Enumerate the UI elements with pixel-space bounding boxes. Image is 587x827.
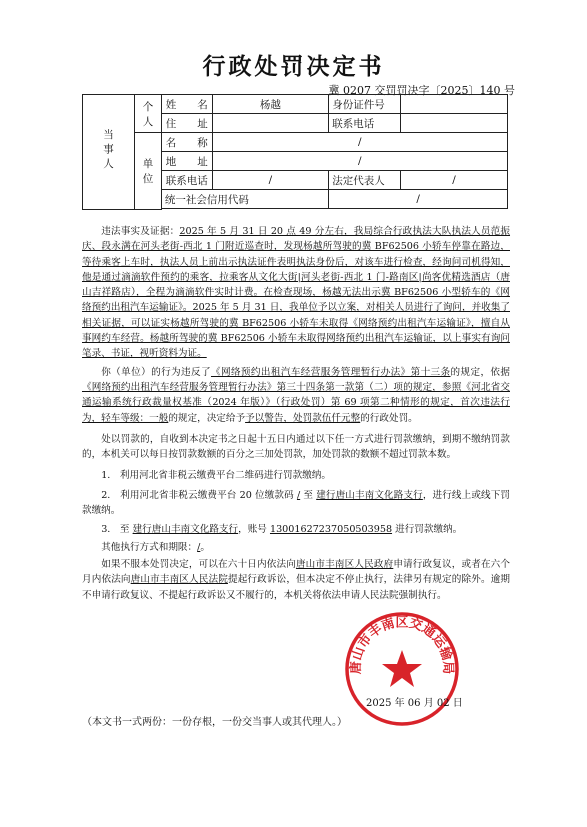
document-body [82, 224, 510, 603]
fine-paragraph: 处以罚款的，自收到本决定书之日起十五日内通过以下任一方式进行罚款缴纳，到期不缴纳罚款的，本机关可以每日按罚款数额的百分之三加处罚款，加处罚款的数额不超过罚款本数。 [82, 433, 510, 461]
pay2-code: / [296, 489, 301, 501]
issue-date: 2025 年 06 月 02 日 [366, 698, 463, 709]
payment-method-2 [82, 488, 510, 519]
pay2-text-c: 至 [303, 489, 314, 501]
pay2-bank: 建行唐山丰南文化路支行 [316, 489, 423, 501]
decision-text-4: 的行政处罚。 [360, 412, 418, 424]
unit-phone-label: 联系电话 [161, 171, 212, 190]
party-label: 当事人 [102, 128, 114, 172]
facts-paragraph [82, 224, 510, 362]
pay3-text-a: 3. 至 [101, 524, 130, 536]
appeal-government: 唐山市丰南区人民政府 [295, 558, 394, 570]
decision-text-1: 你（单位）的行为违反了 [101, 366, 211, 378]
facts-label: 违法事实及证据： [101, 226, 180, 237]
decision-paragraph [82, 365, 510, 426]
other-execution [82, 540, 510, 555]
legal-rep-value: / [401, 171, 508, 190]
address-label: 住 址 [161, 114, 212, 133]
id-label: 身份证件号 [329, 95, 401, 114]
pay3-account: 13001627237050503958 [269, 524, 393, 536]
pay3-text-e: 进行罚款缴纳。 [395, 524, 463, 536]
unit-address-label: 地 址 [161, 152, 212, 171]
official-seal [343, 610, 461, 728]
footer-note: （本文书一式两份：一份存根，一份交当事人或其代理人。） [82, 717, 347, 728]
appeal-paragraph [82, 557, 510, 603]
party-header-cell [83, 95, 135, 210]
appeal-text-a: 如果不服本处罚决定，可以在六十日内依法向 [101, 558, 296, 570]
unit-phone-value: / [212, 171, 329, 190]
penalty: 予以警告，处罚款伍仟元整 [245, 412, 361, 424]
address-value [212, 114, 329, 133]
payment-method-3 [82, 522, 510, 537]
party-info-table [82, 94, 508, 210]
appeal-court: 唐山市丰南区人民法院 [130, 574, 228, 586]
facts-text: 2025 年 5 月 31 日 20 点 49 分左右，我局综合行政执法大队执法人员范振庆、段永满在河头老街-西北 1 门附近巡查时，发现杨越所驾驶的冀 BF62506 小轿车停靠在路边，等待乘客上车时，执法人员上前出示执法证件表明执法身份后，对该车进行检查，经询问司机得知，他是通过滴滴软件预约的乘客，拉乘客从文化大街|河头老街-西北 1 门-路南区|尚客优精选酒店（唐山吉祥路店），全程为滴滴软件实时计费。在检查现场，杨越无法出示冀 BF62506 小型轿车的《网络预约出租汽车运输证》。2025 年 5 月 31 日，我单位予以立案，对相关人员进行了询问，并收集了相关证据，可以证实杨越所驾驶的冀 BF62506 小轿车未取得《网络预约出租汽车运输证》，擅自从事网约车经营。杨越所驾驶的冀 BF62506 小轿车未取得网络预约出租汽车运输证，以上事实有询问笔录、书证，视听资料为证。 [82, 226, 511, 360]
payment-method-1: 1. 利用河北省非税云缴费平台二维码进行罚款缴纳。 [101, 470, 331, 482]
phone-label: 联系电话 [329, 114, 401, 133]
unit-name-value: / [212, 133, 507, 152]
star-icon [382, 650, 422, 687]
other-label: 其他执行方式和期限： [101, 541, 198, 553]
legal-rep-label: 法定代表人 [329, 171, 401, 190]
table-spacer [161, 209, 507, 210]
seal-text: 唐山市丰南区交通运输局 [348, 615, 456, 675]
name-value: 杨越 [212, 95, 329, 114]
unit-header: 单位 [135, 133, 162, 210]
unit-address-value: / [212, 152, 507, 171]
pay2-text-e: ，进行线上或线下罚款缴纳。 [82, 489, 510, 517]
decision-text-3: 的规定，决定给予 [168, 412, 246, 424]
pay3-text-c: ，账号 [238, 524, 267, 536]
unit-name-label: 名 称 [161, 133, 212, 152]
decision-text-2: 的规定，依据 [450, 366, 511, 378]
credit-code-value: / [329, 190, 508, 209]
credit-code-label: 统一社会信用代码 [161, 190, 328, 209]
document-number: 冀 0207 交罚罚决字〔2025〕140 号 [328, 84, 515, 97]
individual-header: 个人 [135, 95, 162, 133]
pay2-text-a: 2. 利用河北省非税云缴费平台 20 位缴款码 [101, 489, 294, 501]
phone-value [401, 114, 508, 133]
other-value: / [197, 541, 201, 553]
id-value [401, 95, 508, 114]
appeal-text-e: 提起行政诉讼，但本决定不停止执行，法律另有规定的除外。逾期不申请行政复议、不提起行政诉讼又不履行的，本机关将依法申请人民法院强制执行。 [82, 574, 511, 601]
basis-law: 《网络预约出租汽车经营服务管理暂行办法》第三十四条第一款第（二）项的规定，参照《河北省交通运输系统行政裁量权基准（2024 年版）》（行政处罚）第 69 项第二种情形的规定，首次违法行为，轻车等级：一般 [82, 381, 510, 424]
pay3-bank: 建行唐山丰南文化路支行 [132, 524, 239, 536]
name-label: 姓 名 [161, 95, 212, 114]
other-end: 。 [200, 541, 210, 553]
document-title: 行政处罚决定书 [202, 53, 385, 80]
violated-law: 《网络预约出租汽车经营服务管理暂行办法》第十三条 [210, 366, 451, 378]
appeal-text-c: 申请行政复议，或者在六个月内依法向 [82, 558, 511, 586]
